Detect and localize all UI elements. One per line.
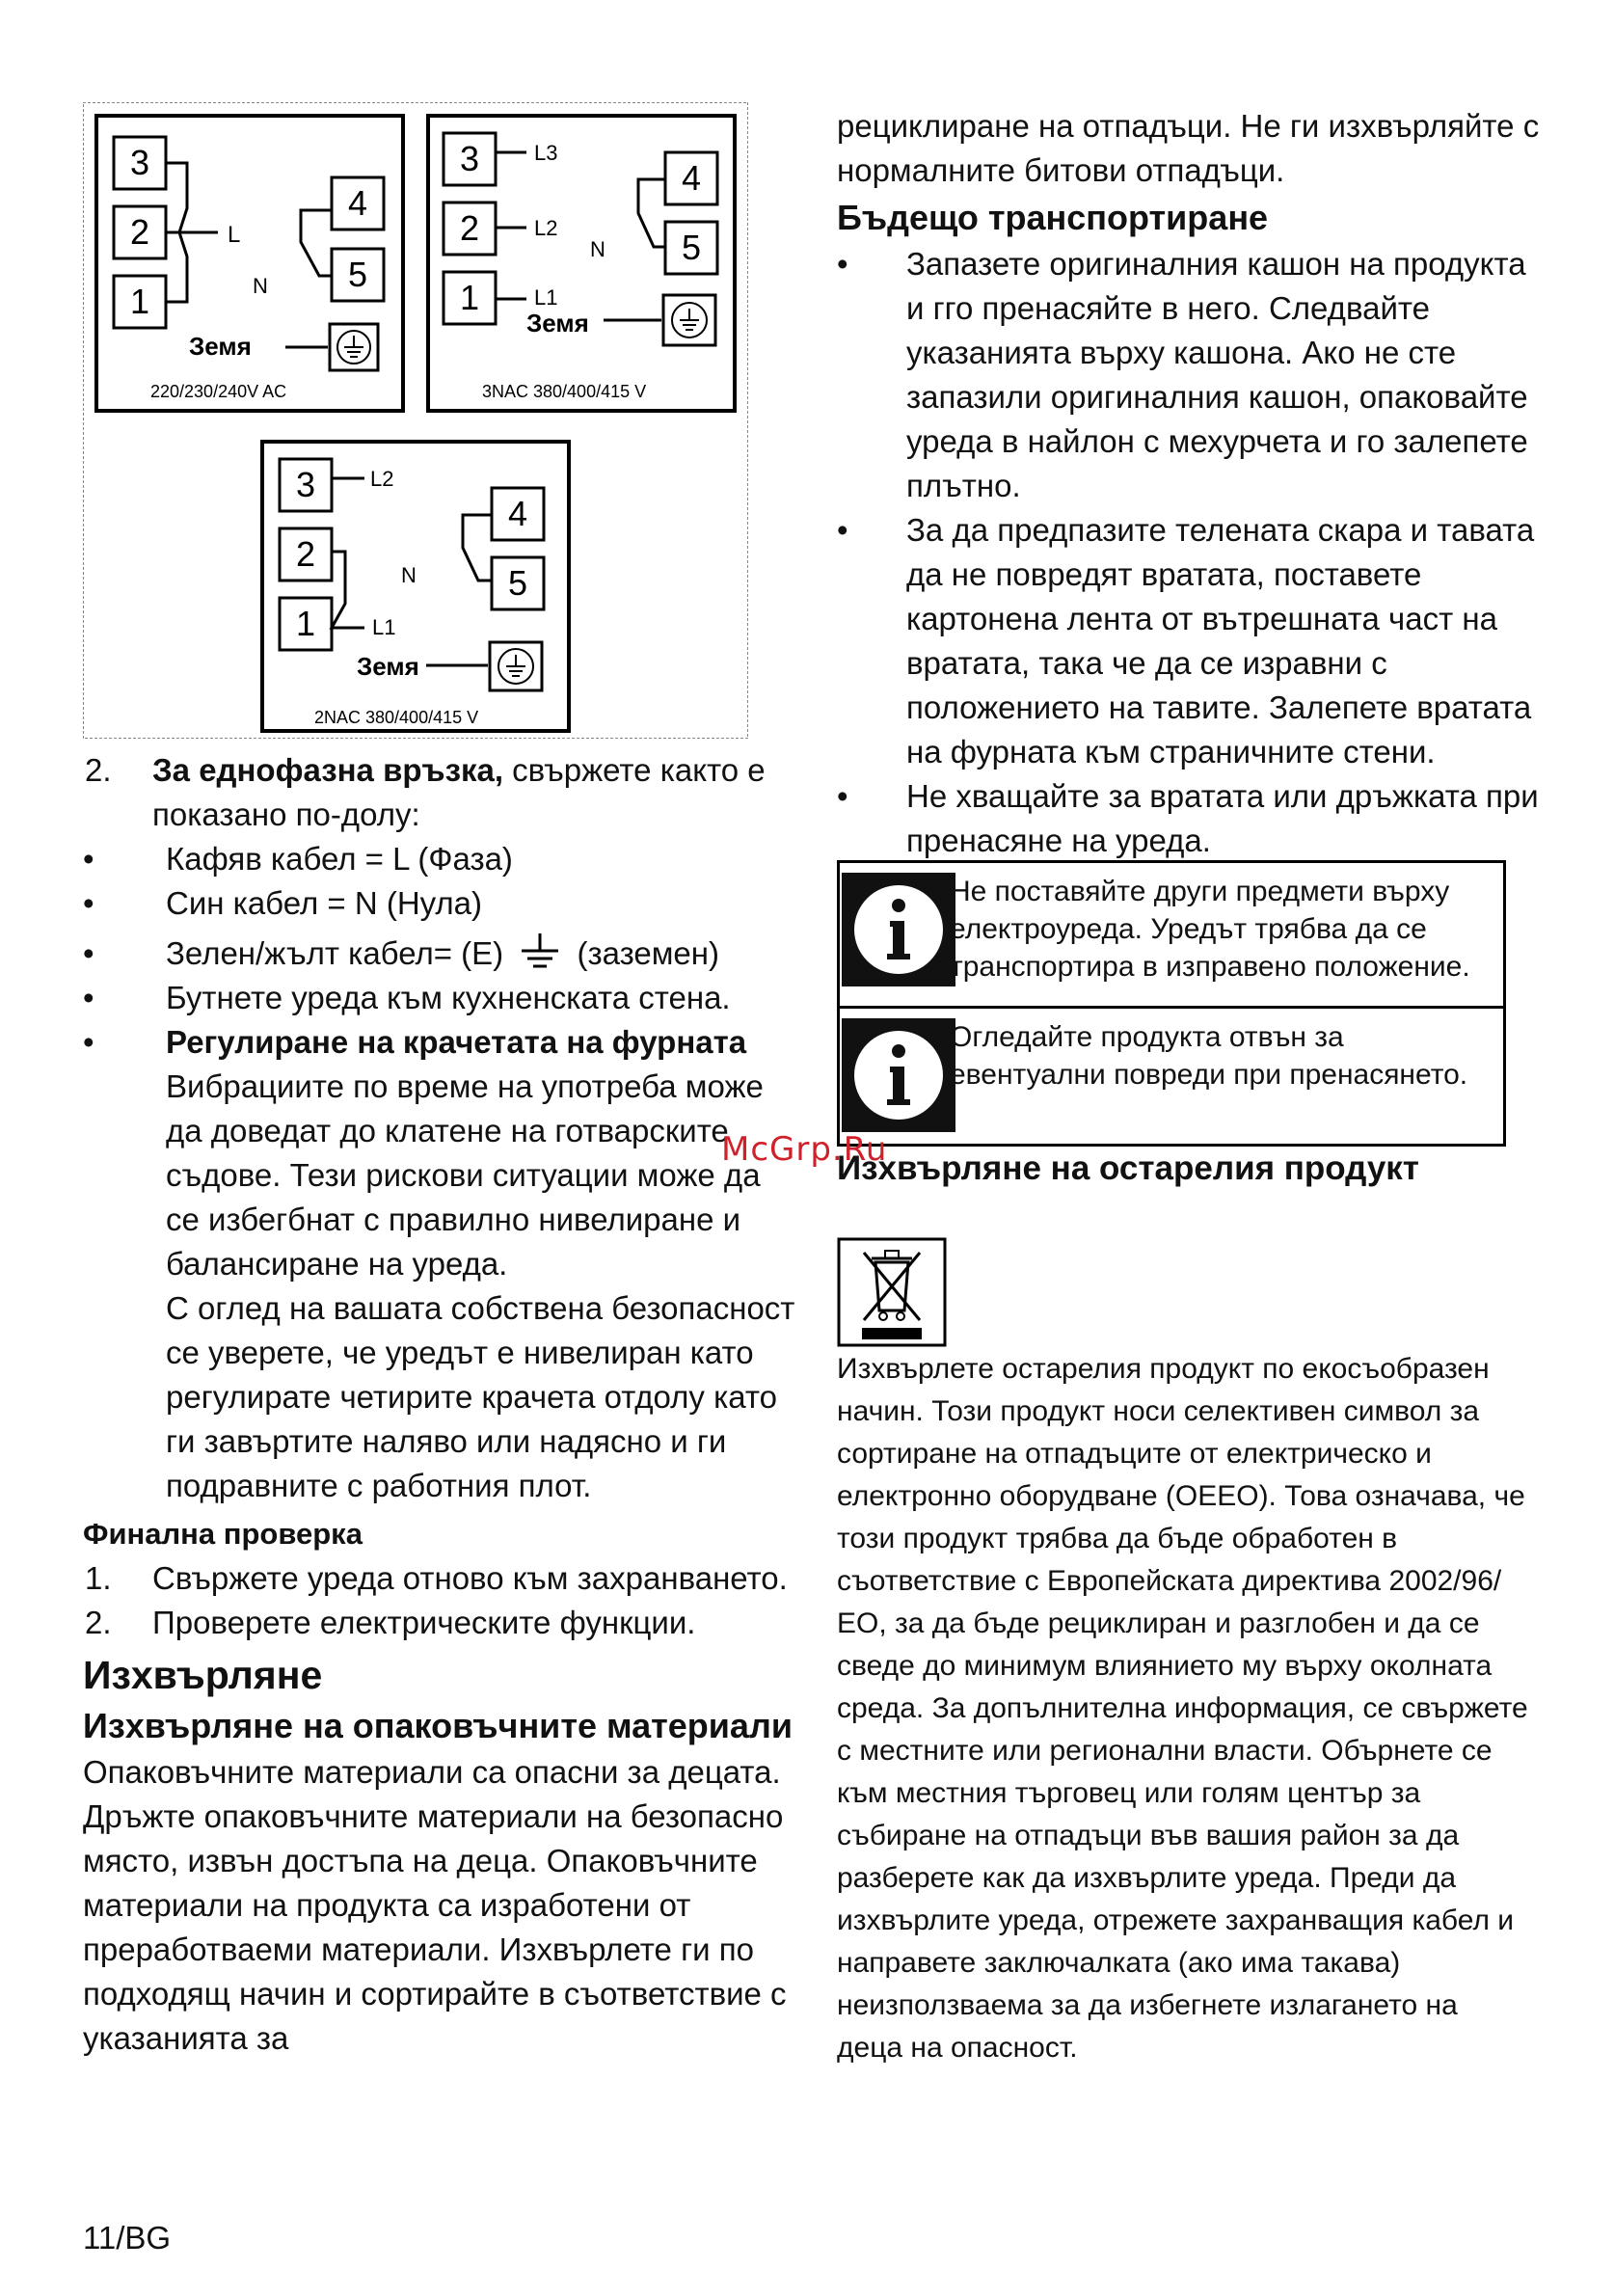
old-product-title: Изхвърляне на остарелия продукт [837,1149,1419,1187]
bullet-earth-cable: • Зелен/жълт кабел= (E) (заземен) [83,932,796,976]
watermark: McGrp.Ru [721,1130,888,1169]
terminal-4: 4 [347,183,368,223]
info-icon [842,873,955,986]
terminal-2: 2 [295,534,316,574]
terminal-3: 3 [459,139,480,178]
step-2-bold: За еднофазна връзка, [152,752,504,788]
old-product-text: Изхвърлете остарелия продукт по екосъобразен начин. Този продукт носи селективен символ за сортиране на отпадъците от електрическо и електронно оборудване (ОЕЕО). Това означава, че този продукт трябва да бъде обработен в съответствие с Европейската директива 2002/96/ЕО, за да бъде рециклиран и разглобен и да се сведе до минимум влиянието му върху околната среда. За допълнителна информация, се свържете с местните или регионални власти. Обърнете се към местния търговец или голям център за събиране на отпадъци във вашия район за да разберете как да изхвърлите уреда. Преди да изхвърлите уреда, отрежете захранващия кабел и направете заключалката (ако има такава) неизползваема за да избегнете излагането на деца на опасност. [837,1353,1528,2064]
caption-1: 220/230/240V AC [150,382,287,401]
caption-2: 3NAC 380/400/415 V [482,382,647,401]
caption-3: 2NAC 380/400/415 V [314,708,479,727]
terminal-3: 3 [129,143,150,182]
transport-title: Бъдещо транспортиране [837,198,1269,237]
label-l2: L2 [534,216,558,240]
step-2: 2. За еднофазна връзка, свържете както е показано по-долу: [85,752,766,832]
label-earth: Земя [189,332,252,361]
final-check-item-1: 1. Свържете уреда отново към захранването. [85,1560,788,1596]
terminal-5: 5 [507,563,528,603]
terminal-4: 4 [681,158,702,198]
terminal-1: 1 [129,282,150,321]
left-column [83,748,796,2061]
note-row-1 [840,863,1503,1009]
recycling-continued: рециклиране на отпадъци. Не ги изхвърляйте с нормалните битови отпадъци. [837,108,1540,188]
label-l3: L3 [534,141,558,165]
final-check-title: Финална проверка [83,1517,363,1551]
label-earth: Земя [526,309,589,338]
step-2-text: свържете както е показано по-долу: [152,752,766,832]
transport-bullet-2: • За да предпазите телената скара и тавата да не повредят вратата, поставете картонена лента от вътрешната част на вратата, така че да се изравни с положението на тавите. Залепете вратата на фурната към страничните стени. [837,512,1535,770]
label-n: N [401,563,417,587]
feet-paragraph-1: Вибрациите по време на употреба може да доведат до клатене на готварските съдове. Тези рискови ситуации може да се избегбнат с правилно нивелиране и балансиране на уреда. [166,1068,764,1282]
label-l: L [228,222,241,248]
packaging-text: Опаковъчните материали са опасни за децата. Дръжте опаковъчните материали на безопасно място, извън достъпа на деца. Опаковъчните материали на продукта са изработени от преработваеми материали. Изхвърлете ги по подходящ начин и сортирайте в съответствие с указанията за [83,1754,787,2056]
terminal-3: 3 [295,465,316,504]
wiring-diagrams [83,102,748,739]
label-l1: L1 [372,615,396,639]
diagram-three-phase [428,116,735,411]
info-icon [842,1018,955,1132]
terminal-5: 5 [681,228,702,267]
bullet-brown-cable: • Кафяв кабел = L (Фаза) [83,841,513,877]
terminal-2: 2 [459,208,480,248]
bullet-feet: • Регулиране на крачетата на фурната Вибрациите по време на употреба може да доведат до клатене на готварските съдове. Тези рискови ситуации може да се избегбнат с правилно нивелиране и балансиране на уреда. С оглед на вашата собствена безопасност се уверете, че уредът е нивелиран като регулирате четирите крачета отдолу като ги завъртите наляво или надясно и ги подравните с работния плот. [83,1020,796,1508]
feet-paragraph-2: С оглед на вашата собствена безопасност се уверете, че уредът е нивелиран като регулирате четирите крачета отдолу като ги завъртите наляво или надясно и ги подравните с работния плот. [166,1290,795,1503]
final-check-item-2: 2. Проверете електрическите функции. [85,1605,696,1640]
note-row-2 [840,1009,1503,1144]
right-column [837,104,1550,863]
transport-bullet-1: • Запазете оригиналния кашон на продукта и гго пренасяйте в него. Следвайте указанията върху кашона. Ако не сте запазили оригиналния кашон, опаковайте уреда в найлон с мехурчета и го залепете плътно. [837,246,1528,503]
diagram-two-phase [262,442,569,731]
packaging-title: Изхвърляне на опаковъчните материали [83,1706,793,1745]
earth-symbol-icon [516,932,564,970]
label-n: N [590,237,605,261]
bullet-blue-cable: • Син кабел = N (Нула) [83,885,483,921]
old-product-text-block [837,1348,1531,2069]
terminal-1: 1 [459,278,480,317]
terminal-2: 2 [129,212,150,252]
note-text-1: Не поставяйте други предмети върху електроуреда. Уредът трябва да се транспортира в изправено положение. [950,876,1470,983]
label-l1: L1 [534,285,558,310]
info-notes-box [837,860,1506,1147]
transport-bullet-3: • Не хващайте за вратата или дръжката при пренасяне на уреда. [837,778,1539,858]
bullet-push-appliance: • Бутнете уреда към кухненската стена. [83,980,731,1015]
terminal-5: 5 [347,255,368,294]
weee-bin-icon [837,1237,947,1347]
label-n: N [253,274,268,298]
terminal-1: 1 [295,604,316,643]
terminal-4: 4 [507,494,528,533]
old-product-section [837,1144,1550,1193]
feet-title: Регулиране на крачетата на фурната [166,1024,747,1060]
label-l2: L2 [370,467,394,491]
page-number: 11/BG [83,2220,172,2255]
diagram-single-phase [96,116,403,411]
label-earth: Земя [357,652,419,681]
disposal-title: Изхвърляне [83,1653,323,1697]
note-text-2: Огледайте продукта отвън за евентуални повреди при пренасянето. [950,1021,1468,1091]
